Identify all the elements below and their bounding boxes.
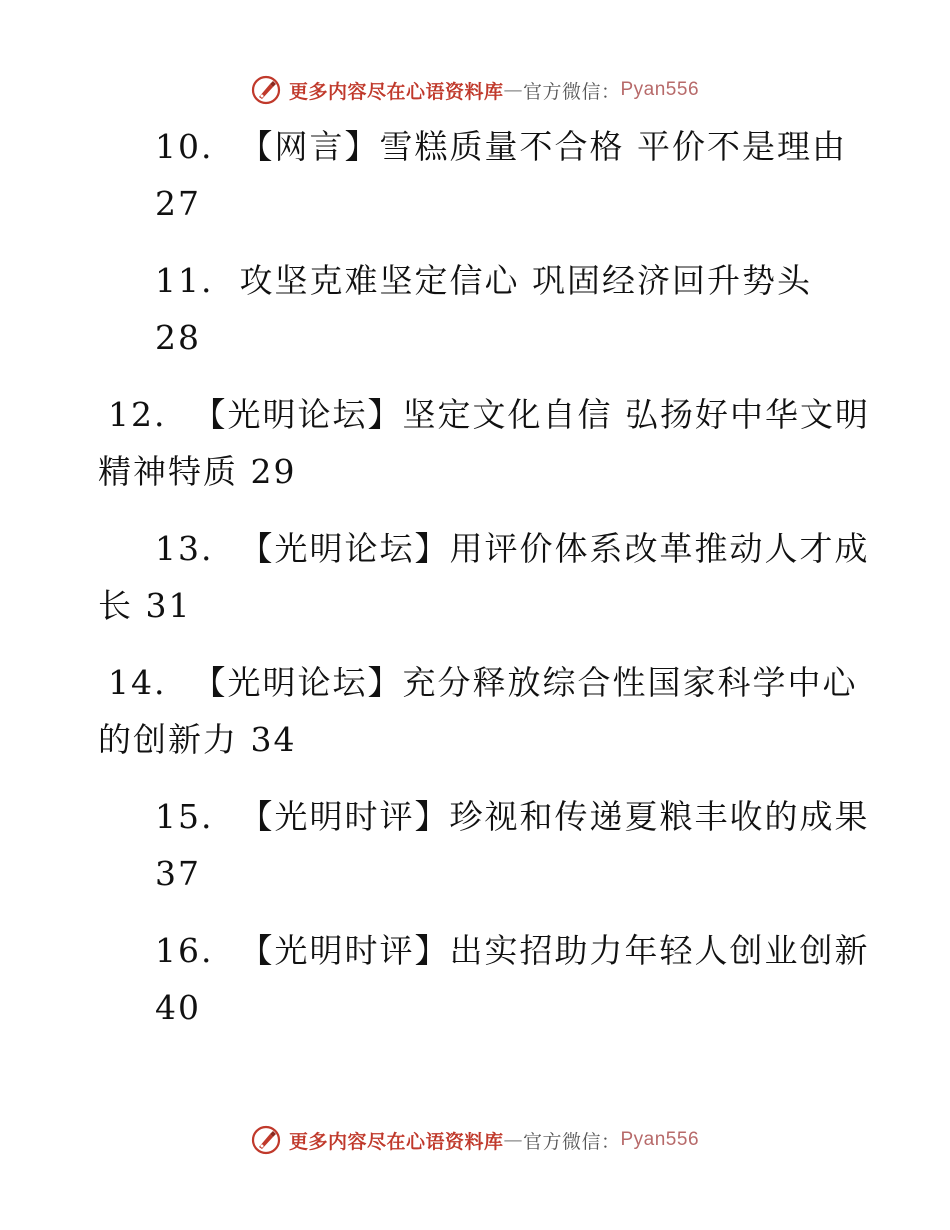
toc-entry-number: 11. [155,261,214,300]
toc-entry-15 [0,788,950,902]
toc-entry-title: 攻坚克难坚定信心 巩固经济回升势头 [239,261,812,300]
toc-entry-title: 【光明时评】出实招助力年轻人创业创新 [239,931,870,970]
toc-entry-13 [0,520,950,634]
toc-entry-title: 【光明时评】珍视和传递夏粮丰收的成果 [239,797,870,836]
toc-entry-number: 14. [108,663,167,702]
banner-separator: — [503,79,523,101]
pen-logo-icon [251,1125,281,1155]
toc-entry-page: 28 [155,318,201,357]
toc-entry-number: 15. [155,797,214,836]
banner-separator: — [503,1129,523,1151]
toc-entry-title-line [155,922,950,979]
toc-entry-10 [0,118,950,232]
toc-entry-title-line [98,654,950,711]
toc-entry-11 [0,252,950,366]
toc-entry-continuation: 的创新力 34 [98,720,297,759]
toc-entry-14 [0,654,950,768]
toc-entry-title-line [155,118,950,175]
toc-entry-page: 27 [155,184,201,223]
toc-entry-number: 16. [155,931,214,970]
toc-entry-number: 13. [155,529,214,568]
toc-entry-16 [0,922,950,1036]
pen-logo-icon [251,75,281,105]
toc-entry-title-line [155,252,950,309]
toc-entry-title: 【光明论坛】充分释放综合性国家科学中心 [192,663,858,702]
header-banner [0,70,950,110]
banner-wechat-id: Pyan556 [620,1129,700,1150]
toc-entry-title-line [98,520,950,577]
toc-entry-number: 12. [108,395,167,434]
toc-entry-number: 10. [155,127,214,166]
toc-entry-title: 【光明论坛】用评价体系改革推动人才成 [239,529,870,568]
toc-entry-page: 37 [155,854,201,893]
banner-wechat-label: 官方微信： [522,80,621,103]
toc-entry-page: 40 [155,988,201,1027]
banner-wechat-id: Pyan556 [620,79,700,100]
banner-title: 更多内容尽在心语资料库 [288,1130,504,1153]
toc-entry-12 [0,386,950,500]
toc-list [0,118,950,1036]
banner-title: 更多内容尽在心语资料库 [288,80,504,103]
toc-entry-continuation: 长 31 [98,586,192,625]
toc-entry-continuation: 精神特质 29 [98,452,297,491]
toc-entry-title: 【光明论坛】坚定文化自信 弘扬好中华文明 [192,395,870,434]
toc-entry-title-line [98,386,950,443]
toc-entry-title-line [155,788,950,845]
toc-entry-title: 【网言】雪糕质量不合格 平价不是理由 [239,127,847,166]
banner-wechat-label: 官方微信： [522,1130,621,1153]
footer-banner [0,1120,950,1160]
